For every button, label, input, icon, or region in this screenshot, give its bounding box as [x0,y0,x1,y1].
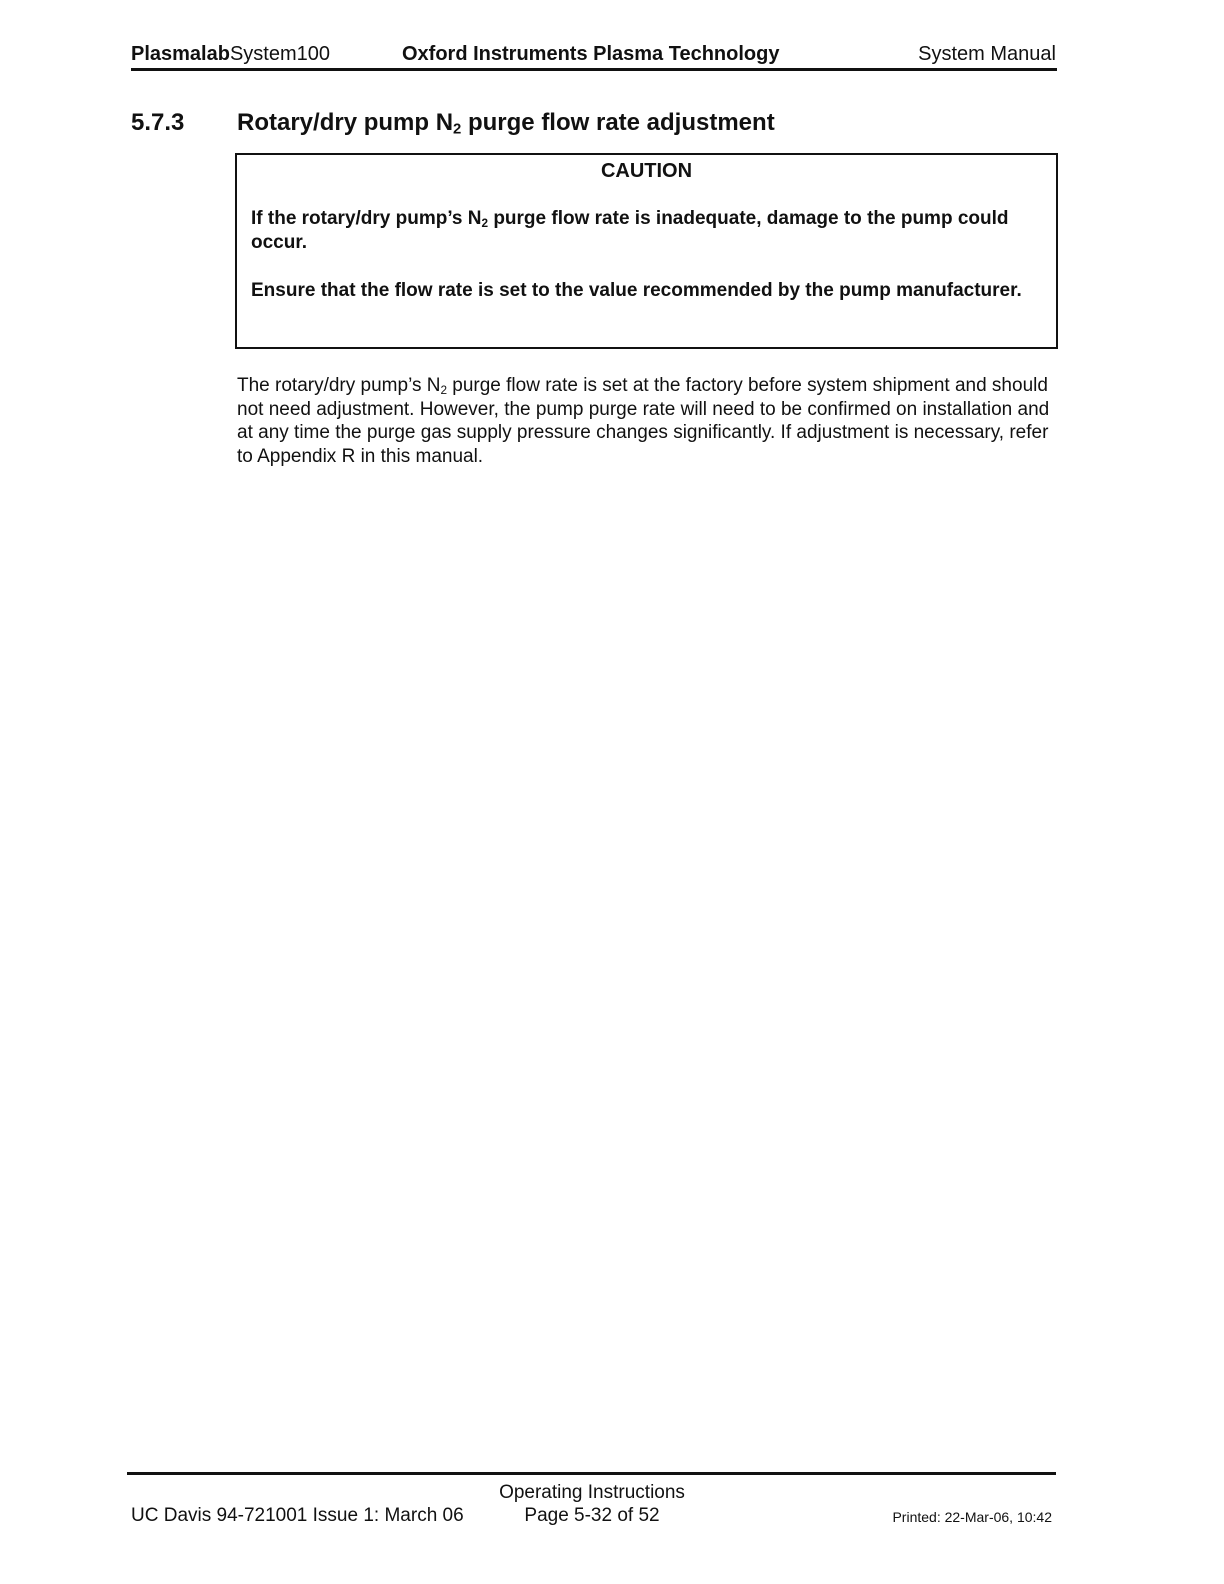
header-product-name [131,42,330,66]
caution-box [235,153,1058,349]
header-divider [131,68,1057,71]
section-title-subscript: 2 [453,121,462,138]
body-paragraph-end: purge flow rate is set at the factory before system shipment and should not need adjustment. However, the pump purge rate will need to be confirmed on installation and at any time the purge gas supply pressure changes significantly. If adjustment is necessary, refer to Appendix R in this manual. [237,375,1050,467]
caution-warning-end: purge flow rate is inadequate, damage to the pump could occur. [251,208,1009,253]
header-product-rest: System100 [229,43,331,65]
footer-center [490,1481,694,1527]
footer-divider [127,1472,1056,1475]
caution-heading: CAUTION [600,160,693,182]
caution-warning-start: If the rotary/dry pump’s N [251,208,482,229]
header-company: Oxford Instruments Plasma Technology [402,43,780,65]
caution-warning-text [251,207,1038,255]
section-title-text: Rotary/dry pump N [237,109,454,136]
footer-page-number: Page 5-32 of 52 [524,1505,660,1526]
caution-instruction-text: Ensure that the flow rate is set to the value recommended by the pump manufacturer. [251,280,1022,301]
caution-warning-subscript: 2 [481,216,489,230]
footer-document-id: UC Davis 94-721001 Issue 1: March 06 [131,1505,464,1526]
section-number: 5.7.3 [131,109,185,136]
body-paragraph-start: The rotary/dry pump’s N [237,375,441,396]
header-product-bold: Plasmalab [131,43,230,65]
footer-printed-date: Printed: 22-Mar-06, 10:42 [892,1509,1052,1525]
footer-section-name: Operating Instructions [499,1482,685,1503]
body-paragraph [237,374,1057,468]
section-title-text-end: purge flow rate adjustment [461,109,775,136]
section-title [237,108,775,138]
body-paragraph-subscript: 2 [440,383,447,397]
header-manual-title: System Manual [918,43,1056,65]
